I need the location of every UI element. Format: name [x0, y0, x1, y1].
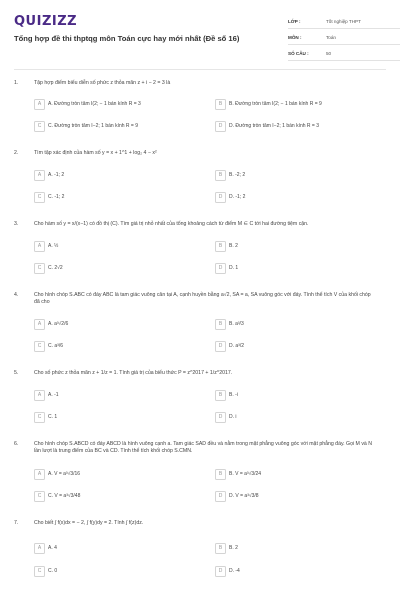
option-text: B. Đường tròn tâm I(2; − 1 bán kính R = 9 [229, 101, 322, 107]
option-letter-box: B [215, 319, 226, 330]
question-text: Tìm tập xác định của hàm số y = x + 1^1 + log₂ 4 − x² [34, 150, 157, 156]
option-letter-box: B [215, 241, 226, 252]
meta-value: 50 [326, 51, 332, 56]
question-number: 4. [14, 292, 19, 298]
quizizz-logo: QUIZIZZ [14, 14, 78, 29]
meta-row-grade [288, 16, 400, 29]
option-letter-box: A [34, 390, 45, 401]
header-divider [14, 69, 386, 70]
option-text: B. 2 [229, 243, 238, 249]
question-text: Cho hình chóp S.ABC có đáy ABC là tam giác vuông cân tại A, cạnh huyền bằng a√2, SA = a, SA vuông góc với đáy. Tính thể tích V của khối chóp đã cho [34, 292, 371, 305]
meta-value: Toán [326, 35, 336, 40]
meta-key: SỐ CÂU : [288, 51, 309, 56]
option-letter-box: C [34, 566, 45, 577]
option-text: B. -2; 2 [229, 172, 246, 178]
option-letter-box: B [215, 469, 226, 480]
option-letter-box: A [34, 241, 45, 252]
option-text: D. -4 [229, 568, 240, 574]
option-letter-box: C [34, 341, 45, 352]
question-number: 3. [14, 221, 19, 227]
option-text: C. 1 [48, 414, 58, 420]
option-letter-box: B [215, 390, 226, 401]
option-text: B. a³/3 [229, 321, 244, 327]
option-letter-box: D [215, 491, 226, 502]
option-text: A. a³√2/6 [48, 321, 69, 327]
option-text: B. 2 [229, 545, 238, 551]
option-text: C. 0 [48, 568, 58, 574]
meta-row-subject [288, 32, 400, 45]
option-letter-box: D [215, 192, 226, 203]
option-text: A. Đường tròn tâm I(2; − 1 bán kính R = 3 [48, 101, 141, 107]
option-text: A. V = a³√3/16 [48, 471, 81, 477]
option-letter-box: D [215, 263, 226, 274]
option-text: D. -1; 2 [229, 194, 246, 200]
option-letter-box: D [215, 412, 226, 423]
question-text: Cho biết ∫ f(x)dx = − 2, ∫ f(y)dy = 2. Tính ∫ f(z)dz. [34, 520, 144, 526]
option-text: D. V = a³√3/8 [229, 493, 259, 499]
header [14, 14, 394, 64]
option-text: A. 4 [48, 545, 57, 551]
option-text: A. -1 [48, 392, 59, 398]
question-text: Cho hàm số y = x/(x−1) có đồ thị (C). Tìm giá trị nhỏ nhất của tổng khoảng cách từ điểm M ∈ C tới hai đường tiệm cận. [34, 221, 309, 227]
option-letter-box: A [34, 99, 45, 110]
option-text: B. -i [229, 392, 238, 398]
meta-value: Tốt nghiệp THPT [326, 19, 361, 24]
option-letter-box: D [215, 566, 226, 577]
option-letter-box: A [34, 469, 45, 480]
option-text: D. i [229, 414, 237, 420]
question-number: 5. [14, 370, 19, 376]
option-text: A. -1; 2 [48, 172, 65, 178]
option-letter-box: C [34, 192, 45, 203]
meta-table [288, 16, 400, 64]
question-text: Tập hợp điểm biểu diễn số phức z thỏa mãn z + i − 2 = 3 là [34, 80, 171, 86]
option-text: C. V = a³√3/48 [48, 493, 81, 499]
option-letter-box: C [34, 412, 45, 423]
question-number: 2. [14, 150, 19, 156]
question-text: Cho hình chóp S.ABCD có đáy ABCD là hình vuông cạnh a. Tam giác SAD đều và nằm trong mặt phẳng vuông góc với mặt phẳng đáy. Gọi M và N lần lượt là trung điểm của BC và CD. Tính thể tích khối chóp S.CMN. [34, 441, 372, 454]
option-text: D. Đường tròn tâm I−2; 1 bán kính R = 3 [229, 123, 320, 129]
meta-key: LỚP : [288, 19, 301, 24]
page-title: Tổng hợp đề thi thptqg môn Toán cực hay mới nhất (Đề số 16) [14, 34, 240, 43]
option-text: C. -1; 2 [48, 194, 65, 200]
question-number: 1. [14, 80, 19, 86]
question-number: 7. [14, 520, 19, 526]
option-letter-box: D [215, 121, 226, 132]
option-letter-box: B [215, 543, 226, 554]
question-text: Cho số phức z thỏa mãn z + 1/z = 1. Tính giá trị của biểu thức P = z^2017 + 1/z^2017. [34, 370, 233, 376]
option-letter-box: A [34, 170, 45, 181]
option-letter-box: A [34, 319, 45, 330]
option-letter-box: B [215, 99, 226, 110]
meta-row-question-count [288, 48, 400, 61]
option-letter-box: C [34, 491, 45, 502]
option-text: D. 1 [229, 265, 239, 271]
option-letter-box: B [215, 170, 226, 181]
question-number: 6. [14, 441, 19, 447]
option-letter-box: C [34, 121, 45, 132]
meta-key: MÔN : [288, 35, 302, 40]
option-letter-box: C [34, 263, 45, 274]
option-letter-box: D [215, 341, 226, 352]
option-text: C. 2√2 [48, 265, 63, 271]
option-text: C. a³/6 [48, 343, 64, 349]
option-text: A. ½ [48, 243, 59, 249]
option-text: D. a³/2 [229, 343, 245, 349]
option-text: B. V = a³√3/24 [229, 471, 262, 477]
option-letter-box: A [34, 543, 45, 554]
option-text: C. Đường tròn tâm I−2; 1 bán kính R = 9 [48, 123, 139, 129]
